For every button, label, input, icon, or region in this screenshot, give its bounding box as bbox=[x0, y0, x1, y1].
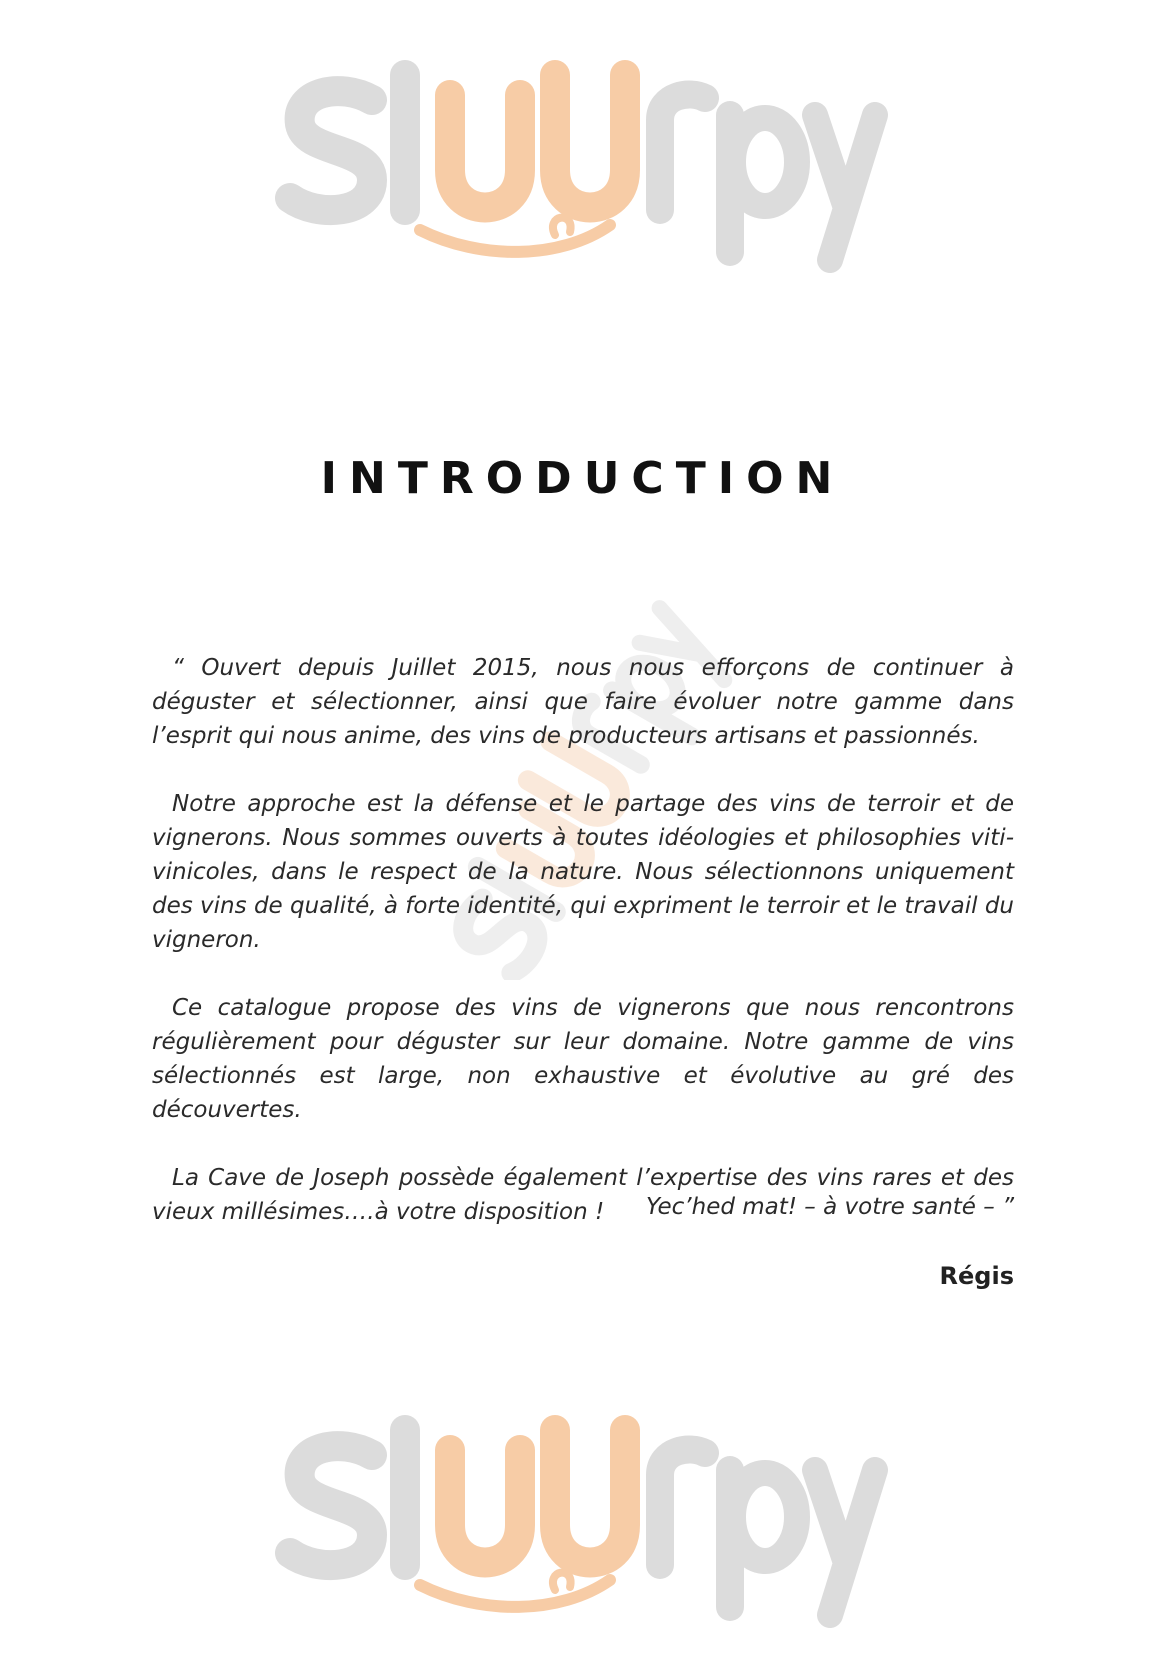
paragraph-1: “ Ouvert depuis Juillet 2015, nous nous efforçons de continuer à déguster et sélectionner, ainsi que faire évoluer notre gamme dans l’esprit qui nous anime, des vins de producteurs artisans et passionnés. bbox=[152, 655, 1014, 749]
paragraph-2: Notre approche est la défense et le partage des vins de terroir et de vignerons. Nous sommes ouverts à toutes idéologies et philosophies viti-vinicoles, dans le respect de la nature. Nous sélectionnons uniquement des vins de qualité, à forte identité, qui expriment le terroir et le travail du vigneron. bbox=[152, 791, 1014, 953]
signature: Régis bbox=[939, 1262, 1014, 1290]
closing-toast: Yec’hed mat! – à votre santé – ” bbox=[645, 1194, 1014, 1220]
paragraph-4: La Cave de Joseph possède également l’expertise des vins rares et des vieux millésimes….à votre disposition ! bbox=[152, 1165, 1014, 1225]
introduction-body bbox=[152, 651, 1014, 1249]
paragraph-3: Ce catalogue propose des vins de vignerons que nous rencontrons régulièrement pour déguster sur leur domaine. Notre gamme de vins sélectionnés est large, non exhaustive et évolutive au gré des découvertes. bbox=[152, 995, 1014, 1123]
page-title: INTRODUCTION bbox=[320, 453, 845, 504]
